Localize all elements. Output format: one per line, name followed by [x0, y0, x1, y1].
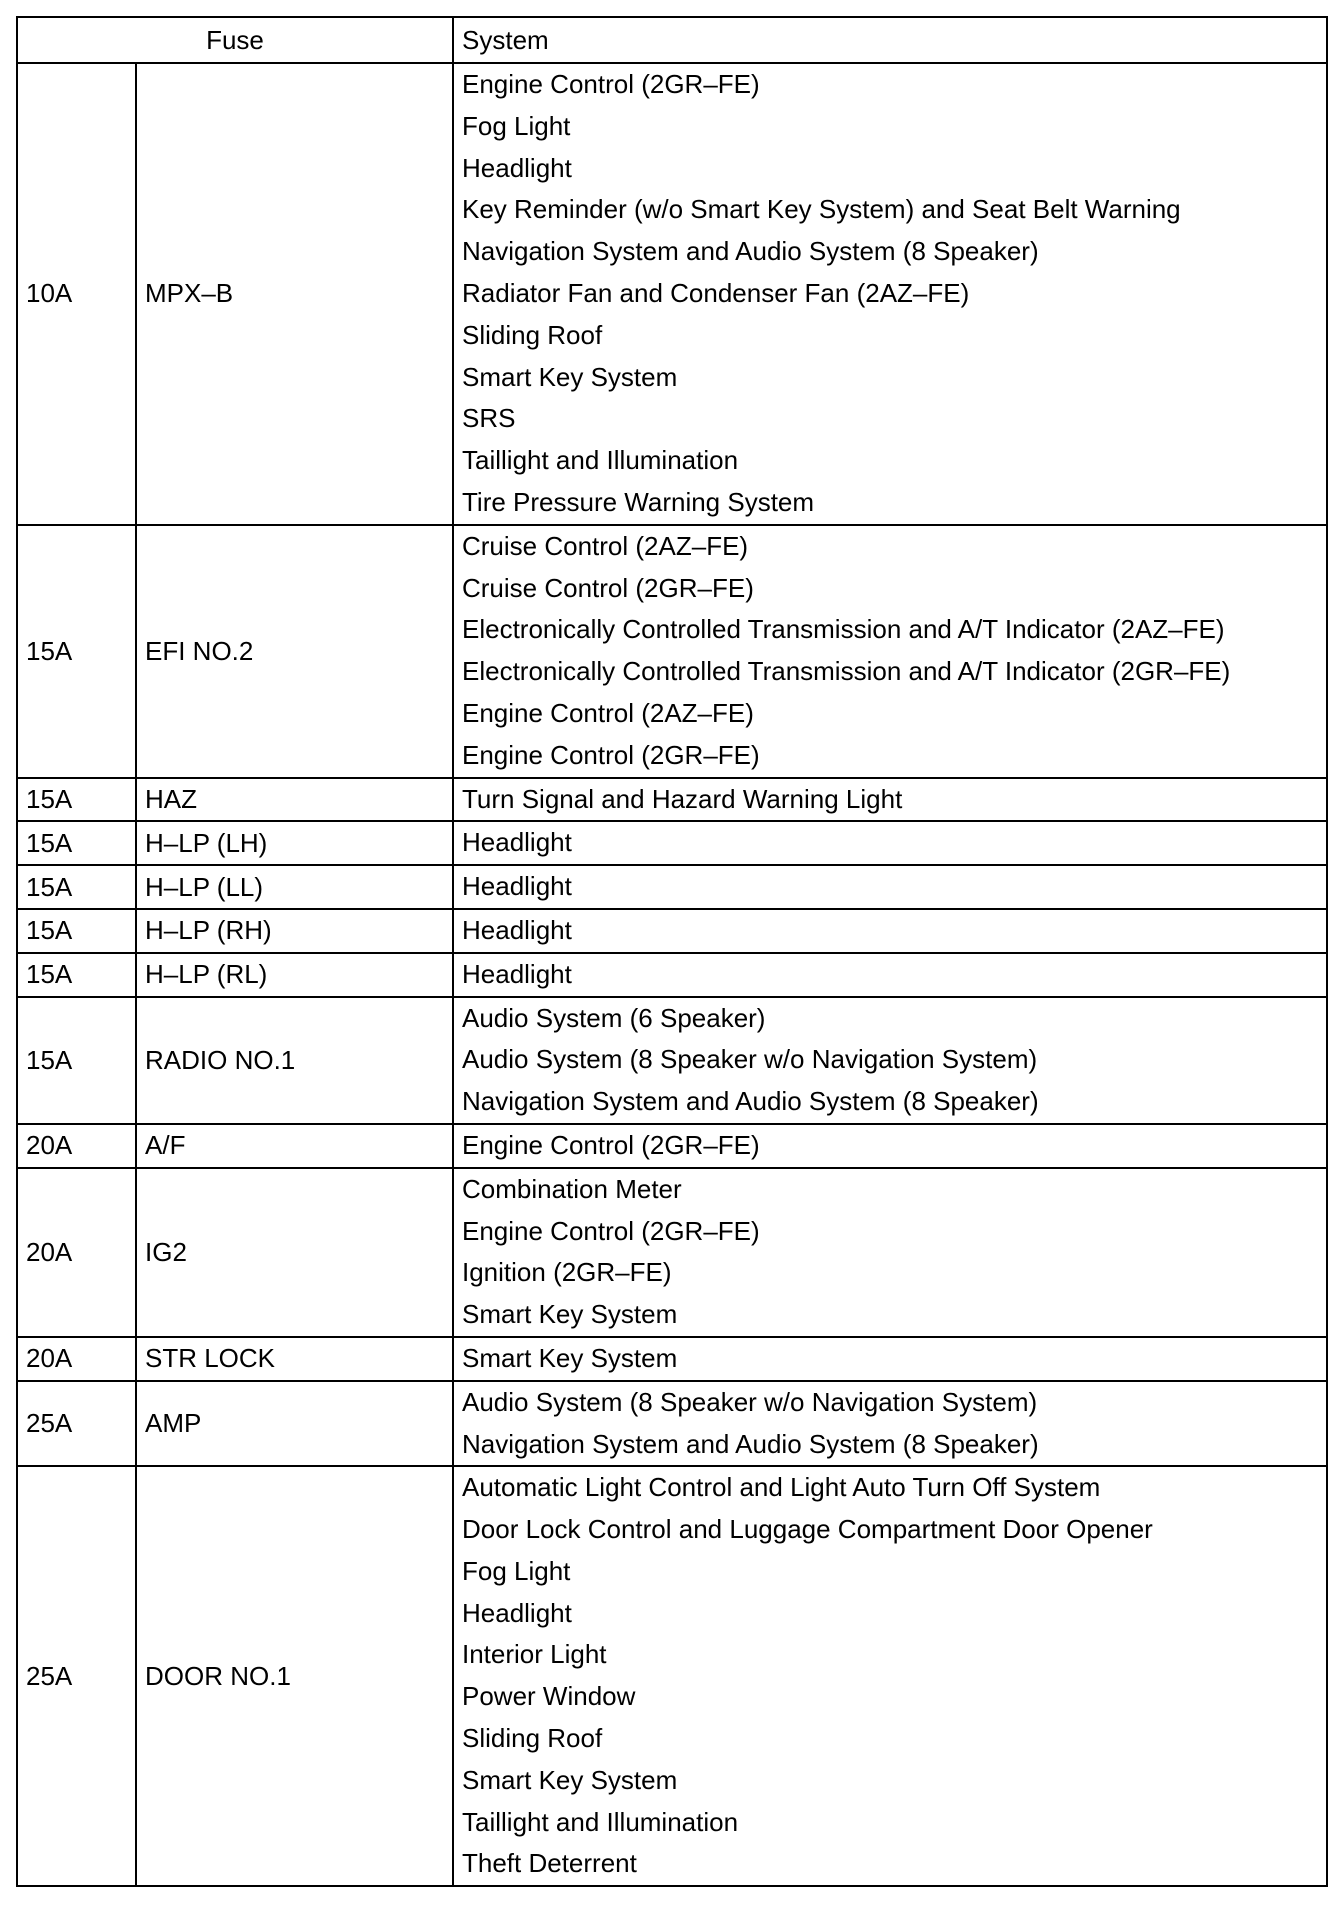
- system-item: Audio System (8 Speaker w/o Navigation System): [462, 1386, 1038, 1417]
- system-item: Ignition (2GR–FE): [462, 1257, 672, 1288]
- system-item: Navigation System and Audio System (8 Speaker): [462, 1428, 1039, 1459]
- fuse-name: IG2: [136, 1168, 453, 1337]
- fuse-name: A/F: [136, 1124, 453, 1168]
- system-item: Headlight: [462, 1597, 572, 1628]
- system-item: Key Reminder (w/o Smart Key System) and Seat Belt Warning: [462, 194, 1181, 225]
- table-row: [17, 1466, 1327, 1886]
- system-item: Sliding Roof: [462, 319, 603, 350]
- system-item: Cruise Control (2GR–FE): [462, 572, 754, 603]
- system-item: Combination Meter: [462, 1173, 682, 1204]
- system-item: Electronically Controlled Transmission and A/T Indicator (2AZ–FE): [462, 614, 1225, 645]
- table-row: [17, 1124, 1327, 1168]
- fuse-name: H–LP (RH): [136, 909, 453, 953]
- fuse-name: HAZ: [136, 778, 453, 822]
- system-item: Door Lock Control and Luggage Compartment Door Opener: [462, 1514, 1153, 1545]
- fuse-name: H–LP (LH): [136, 821, 453, 865]
- table-row: [17, 909, 1327, 953]
- system-item: Theft Deterrent: [462, 1848, 637, 1879]
- system-list: [453, 1381, 1327, 1467]
- fuse-name: RADIO NO.1: [136, 997, 453, 1124]
- system-item: Electronically Controlled Transmission and A/T Indicator (2GR–FE): [462, 656, 1231, 687]
- system-item: Sliding Roof: [462, 1723, 603, 1754]
- fuse-amperage: 20A: [17, 1124, 136, 1168]
- system-item: Smart Key System: [462, 1764, 678, 1795]
- system-item: Audio System (8 Speaker w/o Navigation System): [462, 1044, 1038, 1075]
- system-item: Automatic Light Control and Light Auto Turn Off System: [462, 1472, 1101, 1503]
- fuse-name: H–LP (LL): [136, 865, 453, 909]
- table-row: [17, 525, 1327, 778]
- fuse-amperage: 15A: [17, 778, 136, 822]
- system-item: Navigation System and Audio System (8 Speaker): [462, 1086, 1039, 1117]
- fuse-name: MPX–B: [136, 63, 453, 525]
- system-list: [453, 909, 1327, 953]
- system-item: Headlight: [462, 152, 572, 183]
- system-item: Headlight: [462, 914, 572, 945]
- system-item: Audio System (6 Speaker): [462, 1002, 766, 1033]
- system-item: Interior Light: [462, 1639, 607, 1670]
- system-list: [453, 821, 1327, 865]
- system-item: Fog Light: [462, 110, 571, 141]
- system-item: Headlight: [462, 871, 572, 902]
- table-row: [17, 865, 1327, 909]
- system-item: Tire Pressure Warning System: [462, 486, 815, 517]
- system-item: Smart Key System: [462, 1299, 678, 1330]
- table-row: [17, 821, 1327, 865]
- fuse-name: AMP: [136, 1381, 453, 1467]
- fuse-name: DOOR NO.1: [136, 1466, 453, 1886]
- system-item: Taillight and Illumination: [462, 1806, 739, 1837]
- fuse-amperage: 15A: [17, 525, 136, 778]
- system-list: [453, 63, 1327, 525]
- table-row: [17, 1168, 1327, 1337]
- system-list: [453, 1337, 1327, 1381]
- system-list: [453, 525, 1327, 778]
- system-item: Headlight: [462, 958, 572, 989]
- table-row: [17, 63, 1327, 525]
- fuse-amperage: 15A: [17, 953, 136, 997]
- table-header-row: [17, 17, 1327, 63]
- system-item: Engine Control (2GR–FE): [462, 69, 760, 99]
- system-item: Power Window: [462, 1681, 636, 1712]
- system-item: Smart Key System: [462, 361, 678, 392]
- system-item: Cruise Control (2AZ–FE): [462, 530, 749, 561]
- fuse-amperage: 15A: [17, 909, 136, 953]
- table-row: [17, 778, 1327, 822]
- fuse-amperage: 15A: [17, 865, 136, 909]
- system-item: Headlight: [462, 827, 572, 858]
- system-list: [453, 1124, 1327, 1168]
- fuse-amperage: 15A: [17, 997, 136, 1124]
- system-list: [453, 1168, 1327, 1337]
- table-row: [17, 1337, 1327, 1381]
- system-item: Engine Control (2GR–FE): [462, 1129, 760, 1160]
- system-item: Taillight and Illumination: [462, 445, 739, 476]
- fuse-amperage: 20A: [17, 1168, 136, 1337]
- fuse-name: H–LP (RL): [136, 953, 453, 997]
- system-item: Turn Signal and Hazard Warning Light: [462, 783, 903, 814]
- system-item: Radiator Fan and Condenser Fan (2AZ–FE): [462, 277, 970, 308]
- table-body: [17, 63, 1327, 1886]
- system-list: [453, 1466, 1327, 1886]
- table-row: [17, 953, 1327, 997]
- fuse-name: STR LOCK: [136, 1337, 453, 1381]
- system-item: Engine Control (2AZ–FE): [462, 697, 754, 728]
- fuse-system-table: [16, 16, 1328, 1887]
- fuse-amperage: 25A: [17, 1381, 136, 1467]
- system-item: Fog Light: [462, 1555, 571, 1586]
- fuse-amperage: 25A: [17, 1466, 136, 1886]
- system-list: [453, 953, 1327, 997]
- system-item: Smart Key System: [462, 1342, 678, 1373]
- system-item: Navigation System and Audio System (8 Speaker): [462, 236, 1039, 267]
- fuse-column-header: Fuse: [17, 17, 453, 63]
- system-column-header: System: [453, 17, 1327, 63]
- fuse-name: EFI NO.2: [136, 525, 453, 778]
- fuse-amperage: 10A: [17, 63, 136, 525]
- system-item: Engine Control (2GR–FE): [462, 1215, 760, 1246]
- fuse-amperage: 20A: [17, 1337, 136, 1381]
- system-list: [453, 865, 1327, 909]
- system-item: SRS: [462, 403, 516, 434]
- system-list: [453, 778, 1327, 822]
- table-row: [17, 1381, 1327, 1467]
- system-item: Engine Control (2GR–FE): [462, 739, 760, 770]
- system-list: [453, 997, 1327, 1124]
- table-row: [17, 997, 1327, 1124]
- fuse-amperage: 15A: [17, 821, 136, 865]
